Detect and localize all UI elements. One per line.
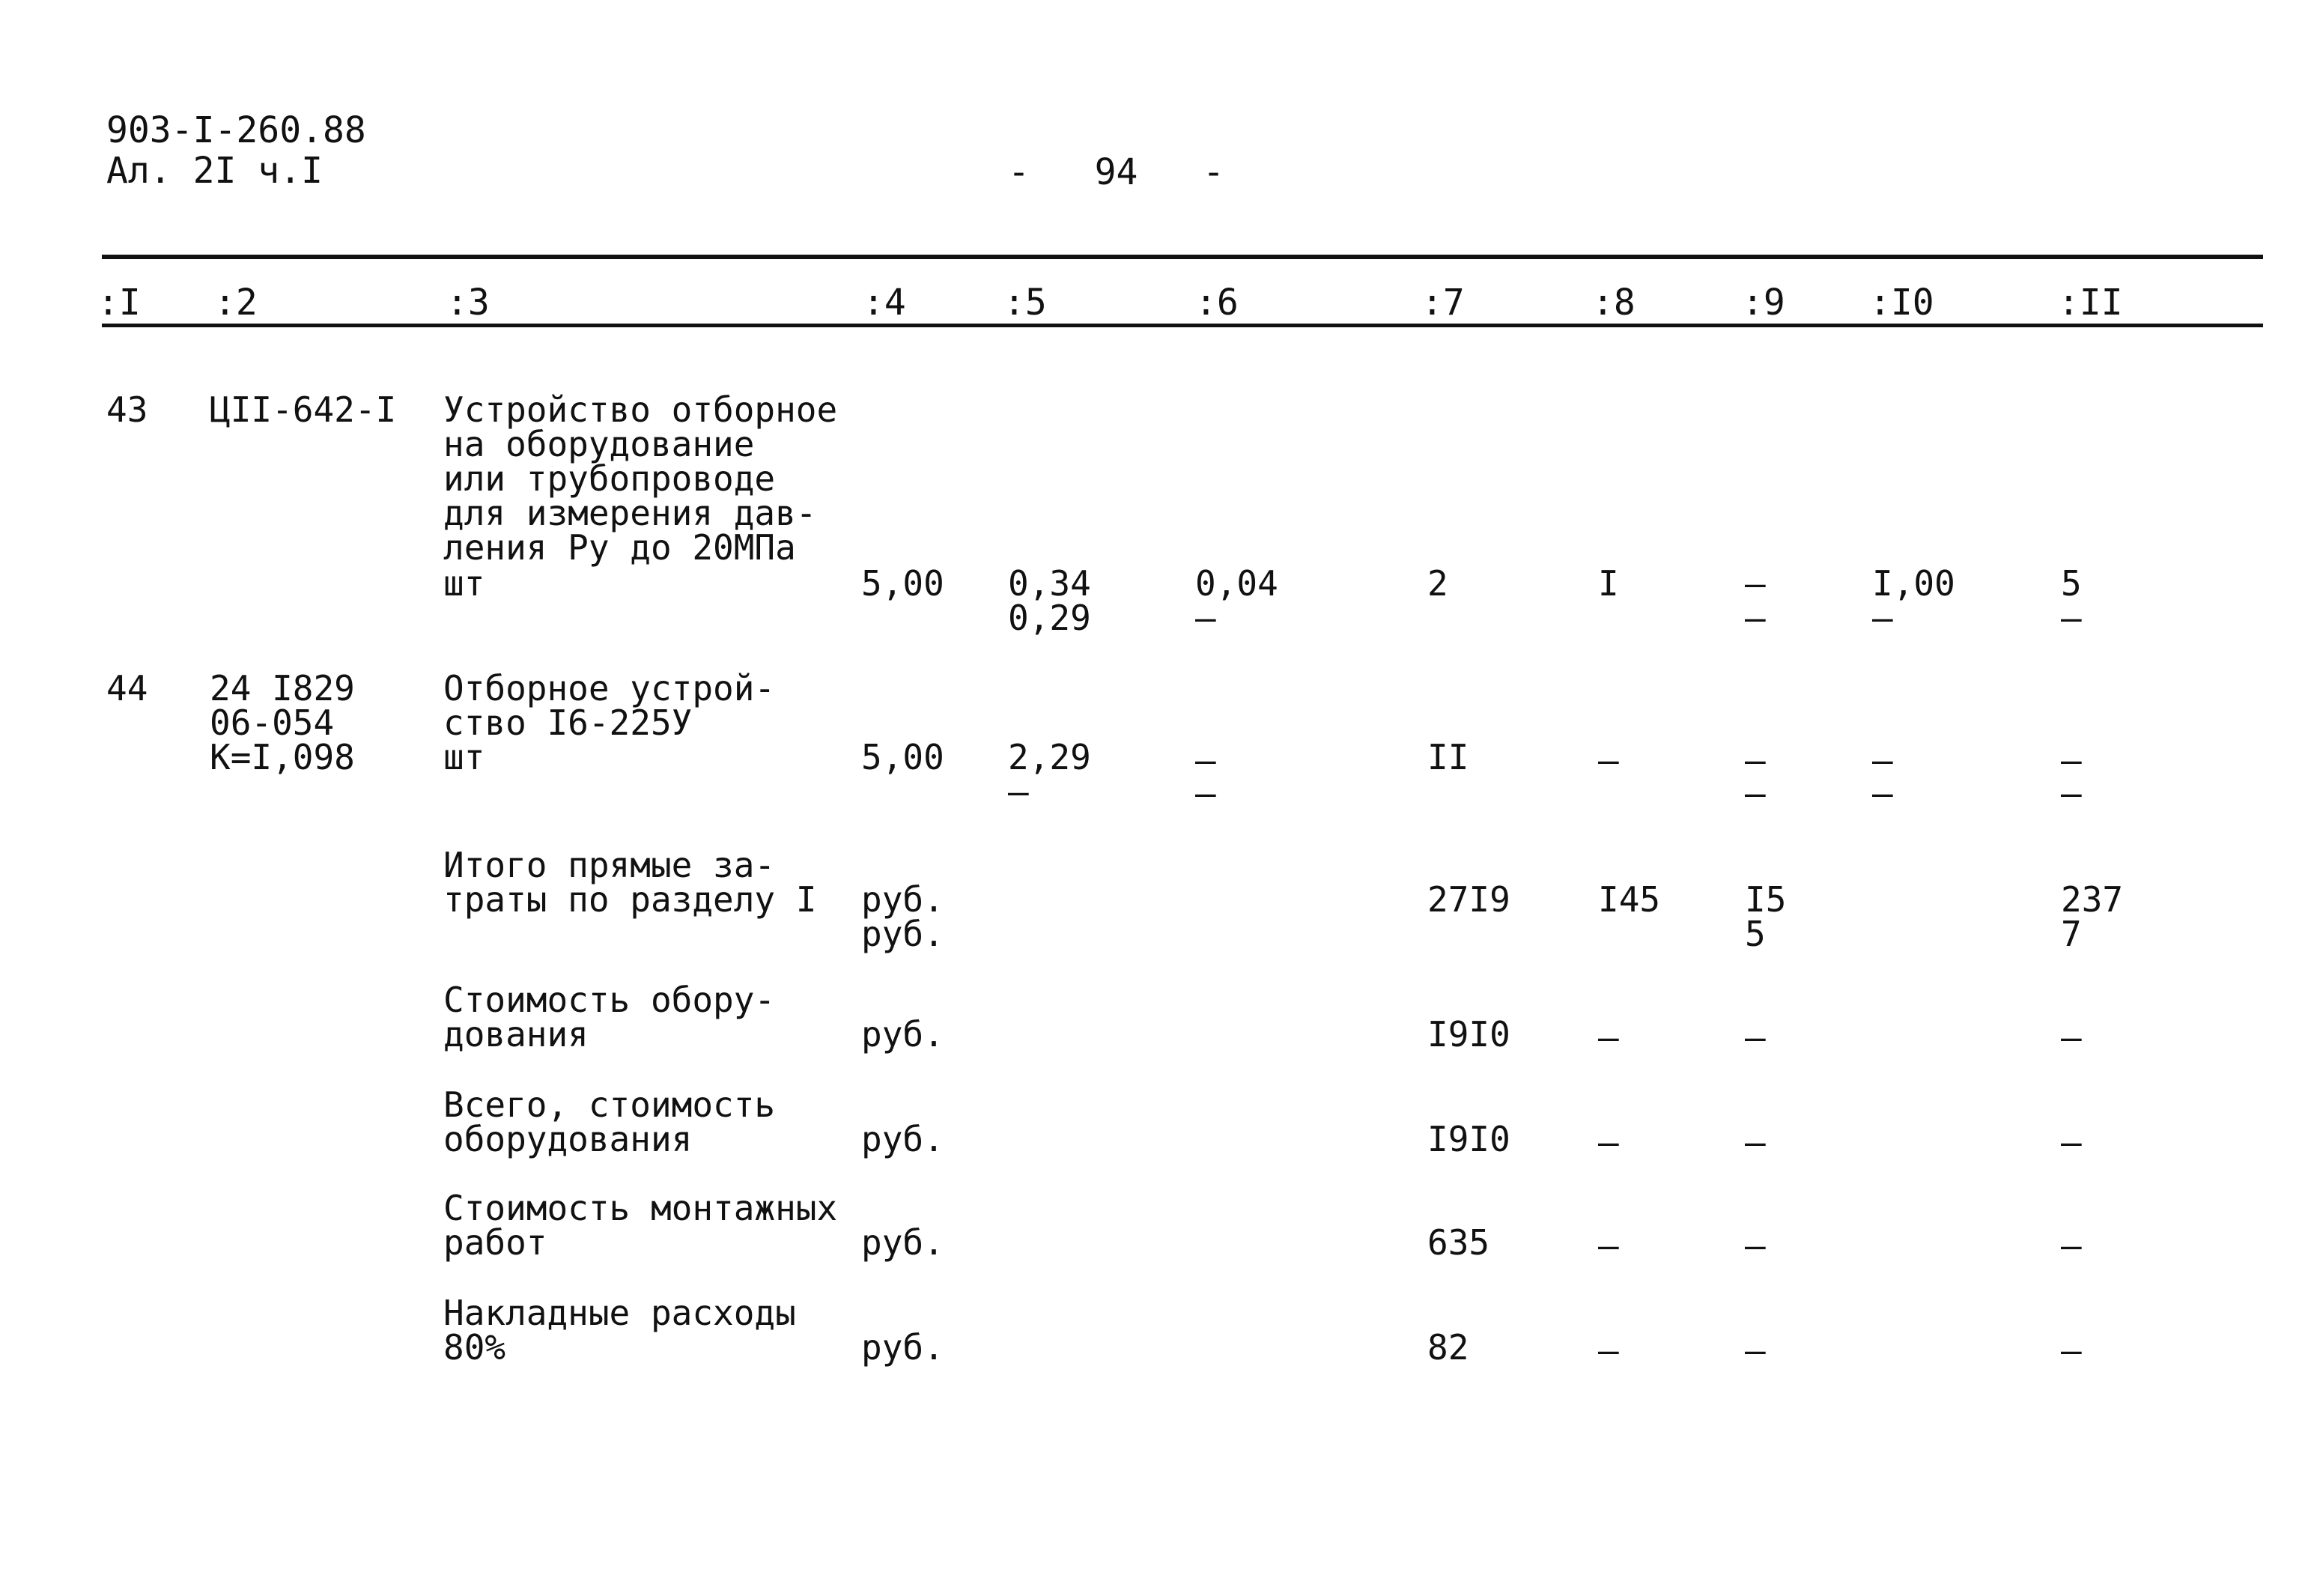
totals-description: Всего, стоимость (443, 1084, 776, 1125)
column-10-value: – (1872, 740, 1893, 780)
column-5-value: 0,29 (1008, 598, 1091, 638)
column-7-value: 27I9 (1427, 879, 1510, 920)
totals-unit: руб. (861, 879, 944, 920)
totals-description: Накладные расходы (443, 1293, 796, 1333)
item-code: ЦII-642-I (210, 389, 397, 430)
column-7-value: I9I0 (1427, 1119, 1510, 1159)
totals-unit: руб. (861, 1327, 944, 1368)
column-8-value: – (1598, 1225, 1619, 1266)
column-10-value: – (1872, 773, 1893, 813)
column-10-value: – (1872, 598, 1893, 638)
column-11-value: 5 (2061, 563, 2082, 604)
column-9-value: – (1745, 1330, 1766, 1371)
column-9-value: – (1745, 1225, 1766, 1266)
column-5-value: 2,29 (1008, 737, 1091, 777)
item-description: на оборудование (443, 424, 755, 464)
column-11-value: – (2061, 773, 2082, 813)
item-description: или трубопроводе (443, 458, 776, 499)
column-7-value: II (1427, 737, 1469, 777)
column-9-value: – (1745, 1122, 1766, 1162)
totals-unit: руб. (861, 1222, 944, 1263)
column-10-value: I,00 (1872, 563, 1955, 604)
column-11-value: 7 (2061, 914, 2082, 954)
totals-description: 80% (443, 1327, 506, 1368)
column-5-value: 0,34 (1008, 563, 1091, 604)
item-code: 24 I829 (210, 668, 355, 709)
column-header-4: :4 (863, 282, 906, 324)
column-8-value: – (1598, 1330, 1619, 1371)
column-11-value: 237 (2061, 879, 2124, 920)
totals-description: Стоимость монтажных (443, 1188, 838, 1228)
column-header-2: :2 (214, 282, 258, 324)
quantity: 5,00 (861, 563, 944, 604)
sheet-label: Ал. 2I ч.I (106, 150, 323, 192)
column-header-5: :5 (1003, 282, 1047, 324)
item-description: ство I6-225У (443, 703, 693, 743)
totals-description: Стоимость обору- (443, 980, 776, 1020)
column-7-value: 82 (1427, 1327, 1469, 1368)
column-11-value: – (2061, 1225, 2082, 1266)
column-9-value: – (1745, 740, 1766, 780)
column-7-value: 635 (1427, 1222, 1490, 1263)
column-8-value: – (1598, 1122, 1619, 1162)
column-header-1: :I (97, 282, 141, 324)
item-unit: шт (443, 563, 485, 604)
column-6-value: 0,04 (1195, 563, 1278, 604)
column-6-value: – (1195, 773, 1216, 813)
item-description: Отборное устрой- (443, 668, 776, 709)
item-description: для измерения дав- (443, 493, 817, 533)
column-header-9: :9 (1742, 282, 1785, 324)
header-rule (102, 324, 2263, 327)
column-header-3: :3 (446, 282, 490, 324)
column-6-value: – (1195, 598, 1216, 638)
column-7-value: 2 (1427, 563, 1448, 604)
column-8-value: – (1598, 740, 1619, 780)
column-11-value: – (2061, 740, 2082, 780)
column-9-value: – (1745, 563, 1766, 604)
column-header-7: :7 (1421, 282, 1465, 324)
column-9-value: – (1745, 773, 1766, 813)
column-header-8: :8 (1592, 282, 1636, 324)
top-rule (102, 255, 2263, 259)
totals-description: работ (443, 1222, 547, 1263)
column-6-value: – (1195, 740, 1216, 780)
totals-unit: руб. (861, 1014, 944, 1055)
column-9-value: I5 (1745, 879, 1787, 920)
column-header-6: :6 (1195, 282, 1239, 324)
item-unit: шт (443, 737, 485, 777)
item-description: ления Ру до 20МПа (443, 527, 796, 568)
column-11-value: – (2061, 1017, 2082, 1058)
item-code: К=I,098 (210, 737, 355, 777)
totals-unit: руб. (861, 1119, 944, 1159)
column-9-value: – (1745, 1017, 1766, 1058)
column-5-value: – (1008, 771, 1029, 812)
column-11-value: – (2061, 1122, 2082, 1162)
column-8-value: – (1598, 1017, 1619, 1058)
column-7-value: I9I0 (1427, 1014, 1510, 1055)
column-8-value: I (1598, 563, 1619, 604)
item-code: 06-054 (210, 703, 335, 743)
totals-description: Итого прямые за- (443, 845, 776, 885)
page-number: - 94 - (1008, 151, 1224, 193)
column-9-value: – (1745, 598, 1766, 638)
totals-unit: руб. (861, 914, 944, 954)
totals-description: оборудования (443, 1119, 693, 1159)
column-11-value: – (2061, 598, 2082, 638)
column-11-value: – (2061, 1330, 2082, 1371)
item-description: Устройство отборное (443, 389, 838, 430)
totals-description: траты по разделу I (443, 879, 817, 920)
document-code: 903-I-260.88 (106, 109, 366, 151)
item-number: 44 (106, 668, 148, 709)
quantity: 5,00 (861, 737, 944, 777)
column-header-10: :I0 (1869, 282, 1934, 324)
column-9-value: 5 (1745, 914, 1766, 954)
column-header-11: :II (2058, 282, 2123, 324)
totals-description: дования (443, 1014, 589, 1055)
column-8-value: I45 (1598, 879, 1661, 920)
item-number: 43 (106, 389, 148, 430)
